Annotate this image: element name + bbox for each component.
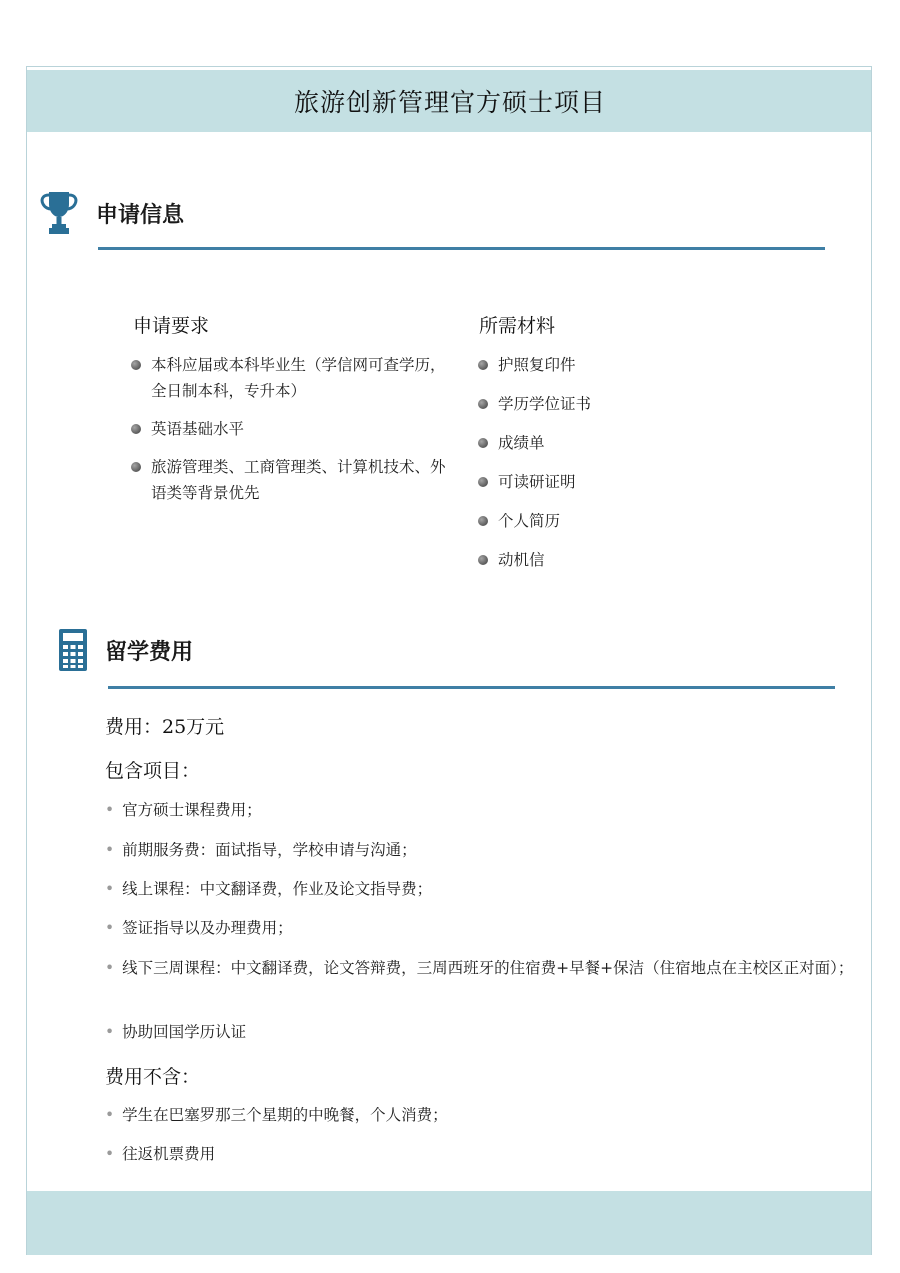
- list-item: • 签证指导以及办理费用；: [105, 919, 293, 937]
- list-item: 可读研证明: [478, 469, 728, 495]
- list-item: 英语基础水平: [131, 416, 451, 442]
- list-item: 动机信: [478, 547, 728, 573]
- bullet-icon: •: [105, 801, 115, 819]
- list-item: 旅游管理类、工商管理类、计算机技术、外语类等背景优先: [131, 454, 451, 506]
- bullet-icon: •: [105, 1145, 115, 1163]
- bullet-icon: •: [105, 841, 115, 859]
- section-title-fees: 留学费用: [105, 640, 194, 665]
- bullet-icon: [131, 360, 141, 370]
- bullet-icon: [131, 462, 141, 472]
- requirements-list: [131, 352, 451, 518]
- list-item: • 官方硕士课程费用；: [105, 801, 262, 819]
- list-item: • 协助回国学历认证: [105, 1023, 247, 1041]
- list-item: • 学生在巴塞罗那三个星期的中晚餐，个人消费；: [105, 1106, 448, 1124]
- page-title: 旅游创新管理官方硕士项目: [293, 88, 606, 117]
- list-item: 成绩单: [478, 430, 728, 456]
- footer-bar: [27, 1191, 872, 1255]
- bullet-icon: [478, 438, 488, 448]
- list-item: • 前期服务费：面试指导，学校申请与沟通；: [105, 841, 417, 859]
- calculator-icon: [59, 629, 87, 671]
- title-bar: [27, 70, 872, 132]
- bullet-icon: •: [105, 1023, 115, 1041]
- bullet-icon: [478, 399, 488, 409]
- section-divider: [108, 686, 835, 689]
- bullet-icon: •: [105, 959, 115, 977]
- section-divider: [98, 247, 825, 250]
- materials-list: [478, 352, 728, 586]
- trophy-icon: [40, 190, 78, 236]
- fee-amount: 费用：25万元: [105, 716, 225, 738]
- bullet-icon: [478, 516, 488, 526]
- excluded-title: 费用不含：: [105, 1066, 201, 1088]
- materials-title: 所需材料: [479, 315, 556, 337]
- list-item: • 线下三周课程：中文翻译费，论文答辩费，三周西班牙的住宿费+早餐+保洁（住宿地点在主校区正对面）；: [105, 959, 854, 977]
- list-item: 学历学位证书: [478, 391, 728, 417]
- bullet-icon: [478, 555, 488, 565]
- bullet-icon: [131, 424, 141, 434]
- bullet-icon: •: [105, 919, 115, 937]
- list-item: • 往返机票费用: [105, 1145, 216, 1163]
- bullet-icon: [478, 360, 488, 370]
- included-title: 包含项目：: [105, 760, 201, 782]
- list-item: 个人简历: [478, 508, 728, 534]
- section-title-application: 申请信息: [96, 203, 185, 228]
- list-item: • 线上课程：中文翻译费，作业及论文指导费；: [105, 880, 433, 898]
- list-item: 护照复印件: [478, 352, 728, 378]
- bullet-icon: •: [105, 880, 115, 898]
- requirements-title: 申请要求: [133, 315, 210, 337]
- list-item: 本科应届或本科毕业生（学信网可查学历，全日制本科，专升本）: [131, 352, 451, 404]
- bullet-icon: •: [105, 1106, 115, 1124]
- bullet-icon: [478, 477, 488, 487]
